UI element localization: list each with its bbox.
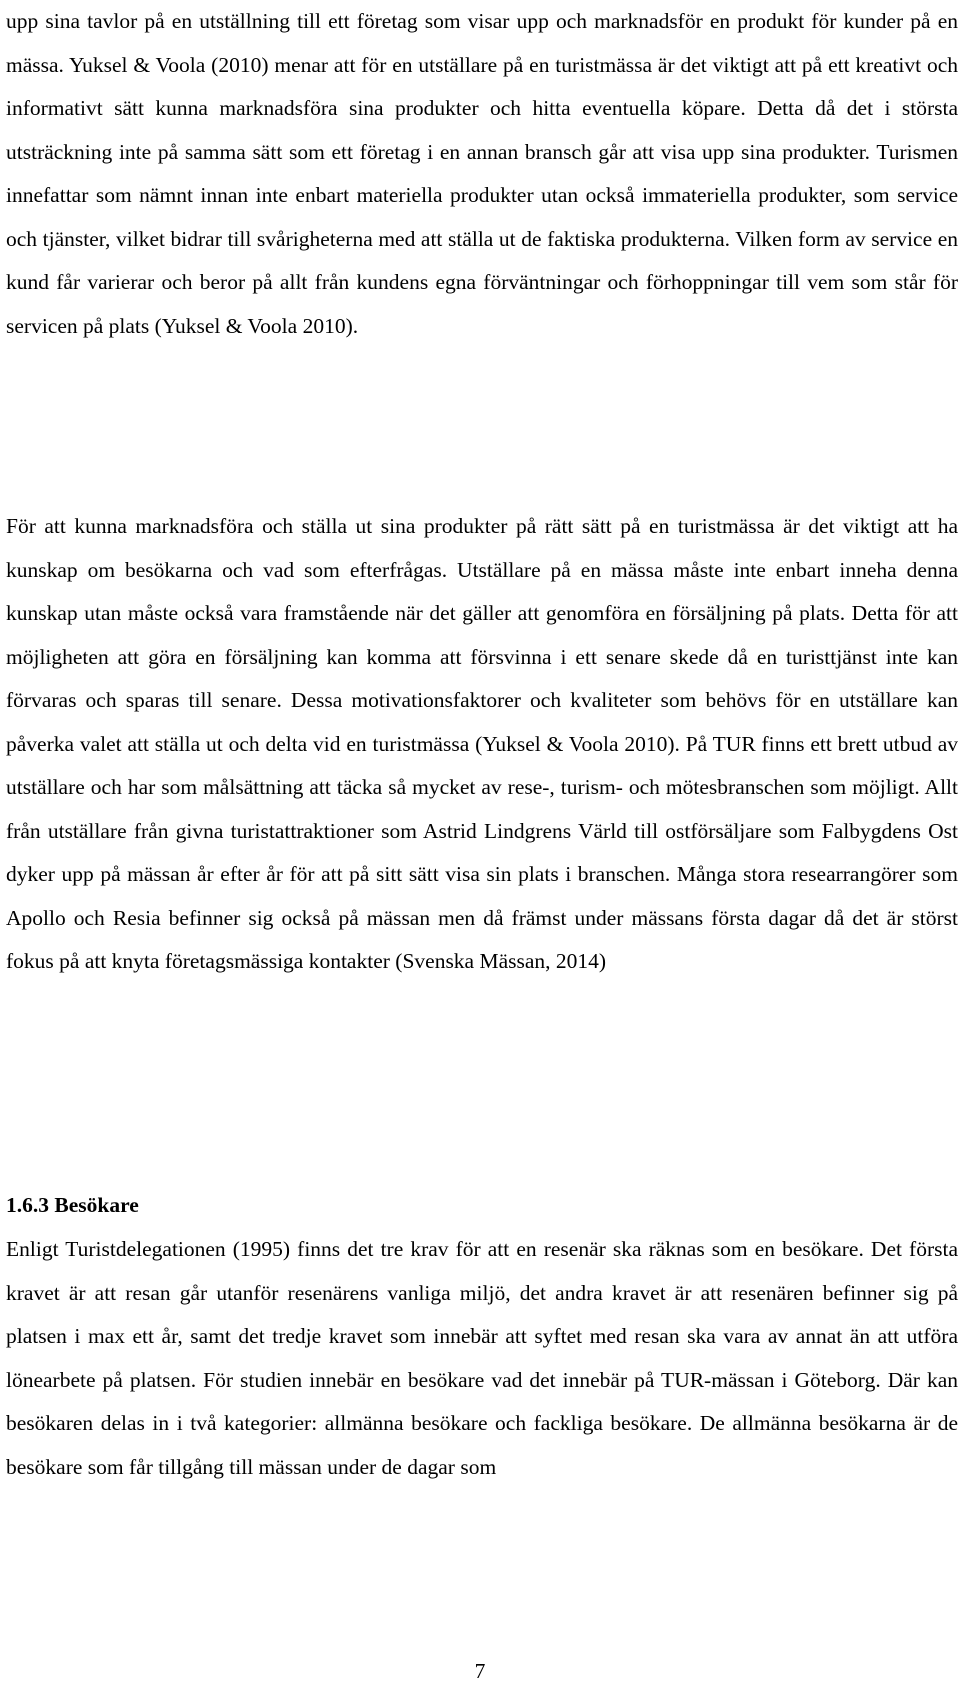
- section-heading: 1.6.3 Besökare: [6, 1193, 139, 1217]
- body-paragraph-1: upp sina tavlor på en utställning till ett företag som visar upp och marknadsför en produkt för kunder på en mässa. Yuksel & Voola (2010) menar att för en utställare på en turistmässa är det viktigt att på ett kreativt och informativt sätt kunna marknadsföra sina produkter och hitta eventuella köpare. Detta då det i största utsträckning inte på samma sätt som ett företag i en annan bransch går att visa upp sina produkter. Turismen innefattar som nämnt innan inte enbart materiella produkter utan också immateriella produkter, som service och tjänster, vilket bidrar till svårigheterna med att ställa ut de faktiska produkterna. Vilken form av service en kund får varierar och beror på allt från kundens egna förväntningar och förhoppningar till vem som står för servicen på plats (Yuksel & Voola 2010).: [6, 9, 958, 338]
- body-paragraph-3: Enligt Turistdelegationen (1995) finns det tre krav för att en resenär ska räknas som en besökare. Det första kravet är att resan går utanför resenärens vanliga miljö, det andra kravet är att resenären befinner sig på platsen i max ett år, samt det tredje kravet som innebär att syftet med resan ska vara av annat än att utföra lönearbete på platsen. För studien innebär en besökare vad det innebär på TUR-mässan i Göteborg. Där kan besökaren delas in i två kategorier: allmänna besökare och fackliga besökare. De allmänna besökarna är de besökare som får tillgång till mässan under de dagar som: [6, 1237, 958, 1479]
- body-paragraph-2: För att kunna marknadsföra och ställa ut sina produkter på rätt sätt på en turistmässa är det viktigt att ha kunskap om besökarna och vad som efterfrågas. Utställare på en mässa måste inte enbart inneha denna kunskap utan måste också vara framstående när det gäller att genomföra en försäljning på plats. Detta för att möjligheten att göra en försäljning kan komma att försvinna i ett senare skede då en turisttjänst inte kan förvaras och sparas till senare. Dessa motivationsfaktorer och kvaliteter som behövs för en utställare kan påverka valet att ställa ut och delta vid en turistmässa (Yuksel & Voola 2010). På TUR finns ett brett utbud av utställare och har som målsättning att täcka så mycket av rese-, turism- och mötesbranschen som möjligt. Allt från utställare från givna turistattraktioner som Astrid Lindgrens Värld till ostförsäljare som Falbygdens Ost dyker upp på mässan år efter år för att på sitt sätt visa sin plats i branschen. Många stora researrangörer som Apollo och Resia befinner sig också på mässan men då främst under mässans första dagar då det är störst fokus på att knyta företagsmässiga kontakter (Svenska Mässan, 2014): [6, 514, 958, 973]
- page-number: 7: [474, 1659, 486, 1683]
